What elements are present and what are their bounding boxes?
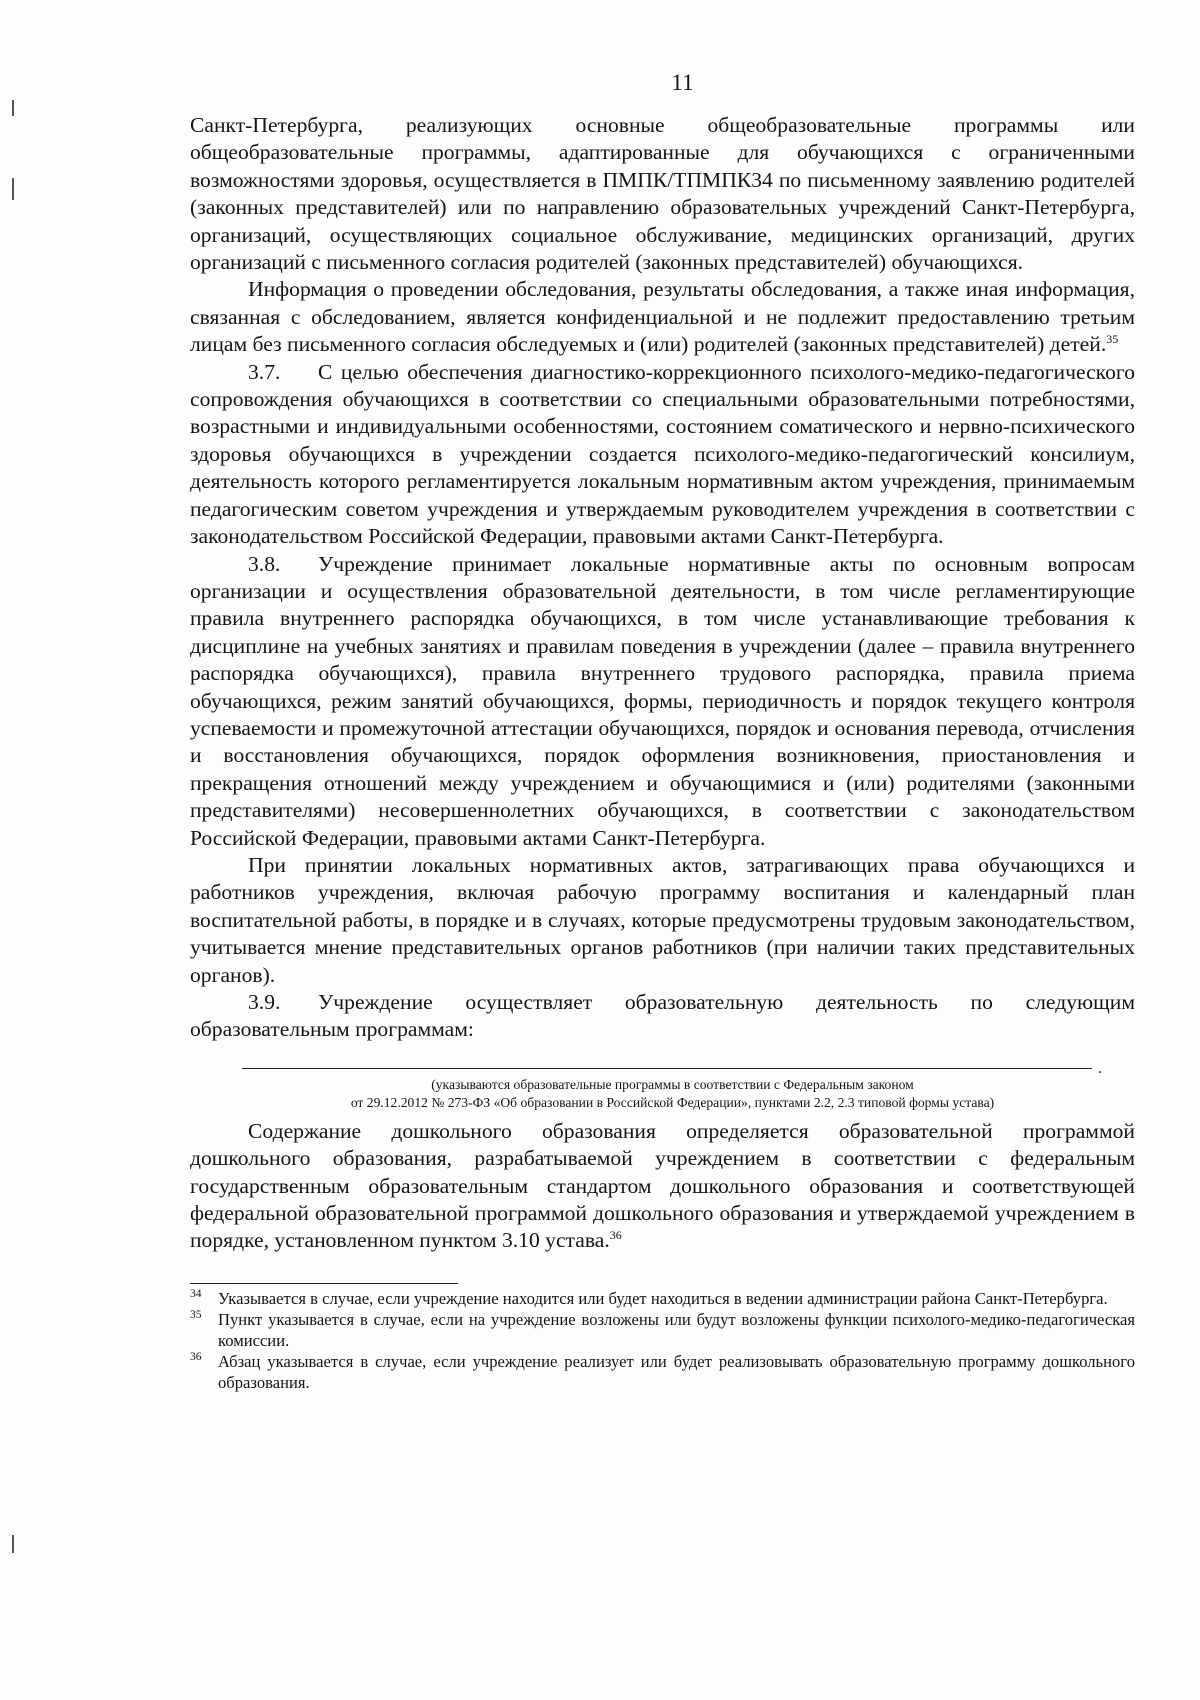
item-3-9-text: Учреждение осуществляет образовательную деятельность по следующим образовательным программам: (190, 990, 1135, 1042)
footnote-34-number: 34 (190, 1287, 202, 1300)
footnote-36-number: 36 (190, 1350, 202, 1363)
item-3-8-text: Учреждение принимает локальные нормативные акты по основным вопросам организации и осуществления образовательной деятельности, в том числе регламентирующие правила внутреннего распорядка обучающихся, в том числе устанавливающие требования к дисциплине на учебных занятиях и правилам поведения в учреждении (далее – правила внутреннего распорядка обучающихся), правила внутреннего трудового распорядка, правила приема обучающихся, режим занятий обучающихся, формы, периодичность и порядок текущего контроля успеваемости и промежуточной аттестации обучающихся, порядок и основания перевода, отчисления и восстановления обучающихся, порядок оформления возникновения, приостановления и прекращения отношений между учреждением и обучающимися и (или) родителями (законными представителями) несовершеннолетних обучающихся, в соответствии с законодательством Российской Федерации, правовыми актами Санкт-Петербурга. (190, 551, 1135, 850)
footnote-36-text: Абзац указывается в случае, если учреждение реализует или будет реализовывать образовательную программу дошкольного образования. (218, 1351, 1135, 1392)
page-content (190, 70, 1135, 1393)
scan-mark-left-1 (12, 100, 14, 116)
footnote-35-text: Пункт указывается в случае, если на учреждение возложены или будут возложены функции психолого-медико-педагогическая комиссии. (218, 1309, 1135, 1350)
item-3-7 (190, 359, 1135, 551)
fill-in-caption-line-1: (указываются образовательные программы в соответствии с Федеральным законом (431, 1076, 914, 1092)
page-number: 11 (671, 70, 694, 95)
fill-in-caption (190, 1076, 1135, 1112)
footnote-divider (190, 1283, 458, 1284)
item-3-9 (190, 989, 1135, 1044)
footnote-35 (190, 1309, 1135, 1351)
fill-in-period: . (1098, 1059, 1102, 1077)
paragraph-preschool-text: Содержание дошкольного образования определяется образовательной программой дошкольного образования, разрабатываемой учреждением в соответствии с федеральным государственным образовательным стандартом дошкольного образования и соответствующей федеральной образовательной программой дошкольного образования и утверждаемой учреждением в порядке, установленном пунктом 3.10 устава. (190, 1118, 1135, 1253)
item-3-8 (190, 551, 1135, 852)
paragraph-confidentiality-text: Информация о проведении обследования, результаты обследования, а также иная информация, связанная с обследованием, является конфиденциальной и не подлежит предоставлению третьим лицам без письменного согласия обследуемых и (или) родителей (законных представителей) детей. (190, 277, 1135, 357)
footnote-34-text: Указывается в случае, если учреждение находится или будет находиться в ведении администрации района Санкт-Петербурга. (218, 1288, 1108, 1308)
footnote-34 (190, 1288, 1135, 1309)
footnote-ref-35: 35 (1106, 332, 1119, 347)
footnote-36 (190, 1351, 1135, 1393)
item-3-9-number: 3.9. (248, 990, 281, 1014)
scan-mark-left-3 (12, 1535, 14, 1553)
paragraph-continued: Санкт-Петербурга, реализующих основные общеобразовательные программы или общеобразовательные программы, адаптированные для обучающихся с ограниченными возможностями здоровья, осуществляется в ПМПК/ТПМПК34 по письменному заявлению родителей (законных представителей) или по направлению образовательных учреждений Санкт-Петербурга, организаций, осуществляющих социальное обслуживание, медицинских организаций, других организаций с письменного согласия родителей (законных представителей) обучающихся. (190, 113, 1135, 275)
paragraph-confidentiality (190, 276, 1135, 358)
paragraph-preschool (190, 1118, 1135, 1255)
item-3-7-text: С целью обеспечения диагностико-коррекционного психолого-медико-педагогического сопровождения обучающихся в соответствии со специальными образовательными потребностями, возрастными и индивидуальными особенностями, состоянием соматического и нервно-психического здоровья обучающихся в учреждении создается психолого-медико-педагогический консилиум, деятельность которого регламентируется локальным нормативным актом учреждения, принимаемым педагогическим советом учреждения и утверждаемым руководителем учреждения в соответствии с законодательством Российской Федерации, правовыми актами Санкт-Петербурга. (190, 359, 1135, 549)
item-3-8-number: 3.8. (248, 551, 281, 576)
item-3-7-number: 3.7. (248, 359, 281, 384)
item-3-8-paragraph-2: При принятии локальных нормативных актов, затрагивающих права обучающихся и работников учреждения, включая рабочую программу воспитания и календарный план воспитательной работы, в порядке и в случаях, которые предусмотрены трудовым законодательством, учитывается мнение представительных органов работников (при наличии таких представительных органов). (190, 852, 1135, 987)
scan-mark-left-2 (12, 178, 14, 200)
fill-in-line (242, 1068, 1092, 1069)
footnote-ref-36: 36 (609, 1228, 622, 1243)
fill-in-blank (242, 1059, 1102, 1077)
fill-in-caption-line-2: от 29.12.2012 № 273-ФЗ «Об образовании в Российской Федерации», пунктами 2.2, 2.3 типовой формы устава) (350, 1094, 995, 1110)
footnote-35-number: 35 (190, 1308, 202, 1321)
